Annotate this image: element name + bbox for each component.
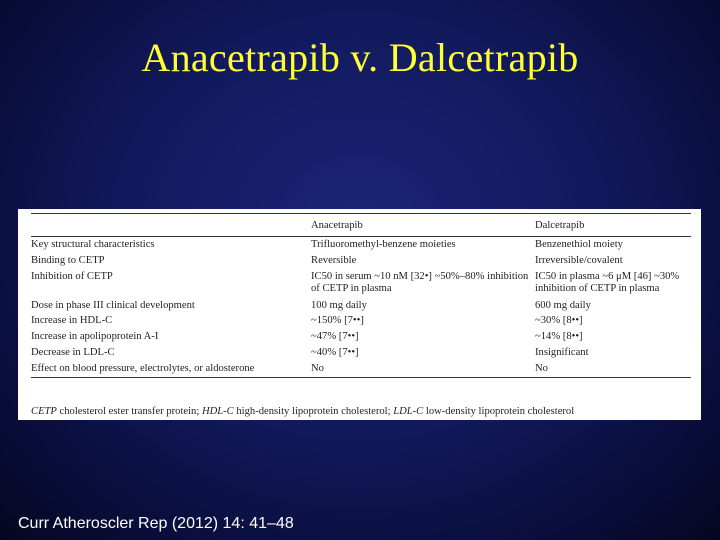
row-label: Increase in apolipoprotein A-I bbox=[31, 331, 159, 343]
table-row bbox=[31, 237, 691, 253]
table-footnote bbox=[31, 406, 691, 417]
anacetrapib-cell: No bbox=[311, 362, 324, 374]
anacetrapib-cell: IC50 in serum ~10 nM [32•] ~50%–80% inhibition of CETP in plasma bbox=[311, 270, 529, 295]
dalcetrapib-cell: Benzenethiol moiety bbox=[535, 239, 623, 250]
table-bottom-rule bbox=[31, 377, 691, 378]
footnote-def-hdlc: high-density lipoprotein cholesterol; bbox=[233, 406, 394, 417]
table-row bbox=[31, 361, 691, 377]
footnote-abbrev-hdlc: HDL-C bbox=[201, 406, 234, 417]
row-label: Decrease in LDL-C bbox=[31, 346, 115, 358]
slide-title: Anacetrapib v. Dalcetrapib bbox=[141, 35, 579, 80]
comparison-table-image bbox=[18, 209, 701, 420]
comparison-table bbox=[31, 213, 691, 378]
anacetrapib-cell: Trifluoromethyl-benzene moieties bbox=[311, 239, 456, 250]
anacetrapib-cell: ~150% [7••] bbox=[311, 315, 364, 327]
dalcetrapib-cell: ~30% [8••] bbox=[535, 315, 583, 327]
dalcetrapib-cell: No bbox=[535, 362, 548, 374]
row-label: Increase in HDL-C bbox=[31, 315, 113, 327]
footnote-def-ldlc: low-density lipoprotein cholesterol bbox=[423, 406, 575, 417]
row-label: Effect on blood pressure, electrolytes, or aldosterone bbox=[31, 362, 255, 374]
anacetrapib-cell: ~47% [7••] bbox=[311, 331, 359, 343]
column-header-dalcetrapib: Dalcetrapib bbox=[535, 220, 585, 231]
footnote-abbrev-ldlc: LDL-C bbox=[393, 406, 424, 417]
dalcetrapib-cell: Irreversible/covalent bbox=[535, 254, 623, 266]
table-row bbox=[31, 298, 691, 314]
table-row bbox=[31, 329, 691, 345]
footnote-abbrev-cetp: CETP bbox=[31, 406, 57, 417]
table-row bbox=[31, 345, 691, 361]
footnote-def-cetp: cholesterol ester transfer protein; bbox=[56, 406, 202, 417]
table-row bbox=[31, 269, 691, 298]
anacetrapib-cell: ~40% [7••] bbox=[311, 346, 359, 358]
table-row bbox=[31, 253, 691, 269]
dalcetrapib-cell: 600 mg daily bbox=[535, 299, 591, 311]
anacetrapib-cell: 100 mg daily bbox=[311, 299, 367, 311]
row-label: Inhibition of CETP bbox=[31, 270, 113, 282]
column-header-anacetrapib: Anacetrapib bbox=[311, 220, 363, 231]
citation: Curr Atheroscler Rep (2012) 14: 41–48 bbox=[18, 515, 294, 532]
table-row bbox=[31, 313, 691, 329]
dalcetrapib-cell: IC50 in plasma ~6 μM [46] ~30% inhibition of CETP in plasma bbox=[535, 270, 680, 295]
row-label: Binding to CETP bbox=[31, 254, 105, 266]
row-label: Dose in phase III clinical development bbox=[31, 299, 195, 311]
dalcetrapib-cell: ~14% [8••] bbox=[535, 331, 583, 343]
anacetrapib-cell: Reversible bbox=[311, 254, 357, 266]
table-header-row bbox=[31, 214, 691, 236]
dalcetrapib-cell: Insignificant bbox=[535, 346, 589, 358]
row-label: Key structural characteristics bbox=[31, 239, 155, 250]
